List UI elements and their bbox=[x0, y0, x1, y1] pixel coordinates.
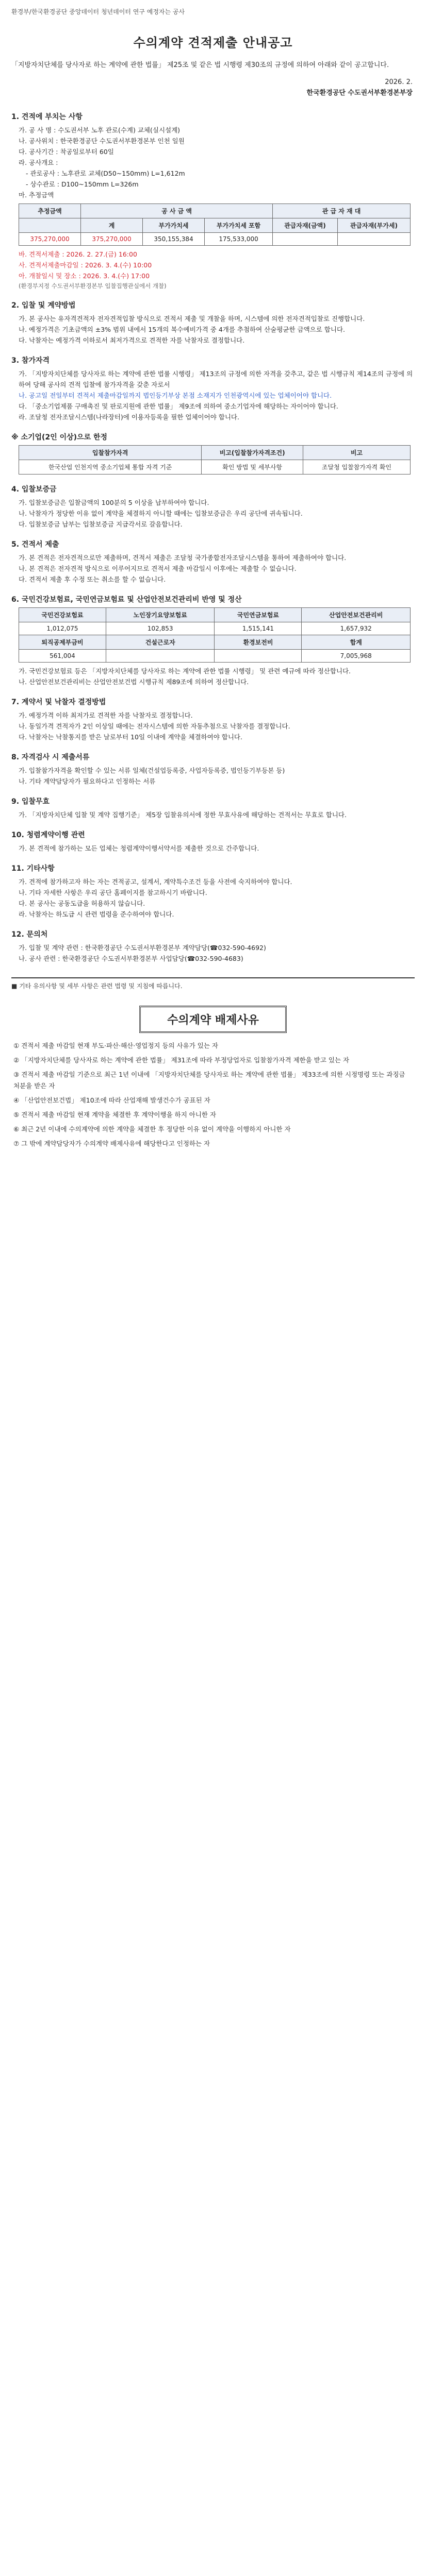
s2-line: 나. 예정가격은 기초금액의 ±3% 범위 내에서 15개의 복수예비가격 중 4개를 추첨하여 산술평균한 금액으로 합니다. bbox=[19, 326, 345, 333]
td: 375,270,000 bbox=[19, 233, 81, 246]
s12-line: 나. 공사 관련 : 한국환경공단 수도권서부환경본부 사업담당(☎032-590-4683) bbox=[19, 955, 243, 962]
notice-item: ④ 「산업안전보건법」 제10조에 따라 산업재해 발생건수가 공표된 자 bbox=[13, 1096, 210, 1104]
section-7-heading: 7. 계약서 및 낙찰자 결정방법 bbox=[11, 698, 106, 706]
footer-note: ■ 기타 유의사항 및 세부 사항은 관련 법령 및 지침에 따릅니다. bbox=[11, 982, 183, 990]
td: 375,270,000 bbox=[81, 233, 143, 246]
section-3-heading: 3. 참가자격 bbox=[11, 357, 50, 365]
section-1 bbox=[0, 111, 426, 291]
th: 관 급 자 재 대 bbox=[273, 204, 411, 218]
section-3 bbox=[0, 355, 426, 422]
s8-line: 가. 입찰참가자격을 확인할 수 있는 서류 일체(건설업등록증, 사업자등록증, 법인등기부등본 등) bbox=[19, 767, 285, 774]
th: 비고(입찰참가자격조건) bbox=[202, 446, 303, 460]
s7-line: 나. 동일가격 견적자가 2인 이상일 때에는 전자시스템에 의한 자동추첨으로 낙찰자를 결정합니다. bbox=[19, 722, 290, 730]
s1-detail: - 상수관로 : D100~150mm L=326m bbox=[26, 180, 139, 188]
s7-line: 다. 낙찰자는 낙찰통지를 받은 날로부터 10일 이내에 계약을 체결하여야 합니다. bbox=[19, 733, 242, 741]
th: 노인장기요양보험료 bbox=[106, 608, 215, 622]
th: 비고 bbox=[303, 446, 410, 460]
notice-item: ① 견적서 제출 마감일 현재 부도·파산·해산·영업정지 등의 사유가 있는 자 bbox=[13, 1042, 218, 1049]
notice-item: ⑥ 최근 2년 이내에 수의계약에 의한 계약을 체결한 후 정당한 이유 없이 계약을 이행하지 아니한 자 bbox=[13, 1125, 291, 1133]
s5-line: 나. 본 견적은 전자견적 방식으로 이루어지므로 견적서 제출 마감일시 이후에는 제출할 수 없습니다. bbox=[19, 565, 297, 572]
s5-line: 가. 본 견적은 전자견적으로만 제출하며, 견적서 제출은 조달청 국가종합전자조달시스템을 통하여 제출하여야 합니다. bbox=[19, 554, 347, 562]
s1-sub: 아. 개찰일시 및 장소 : 2026. 3. 4.(수) 17:00 bbox=[19, 272, 150, 280]
section-10 bbox=[0, 829, 426, 854]
th: 부가가치세 포함 bbox=[205, 218, 273, 233]
th: 퇴직공제부금비 bbox=[19, 635, 106, 650]
s3-line: 가. 「지방자치단체를 당사자로 하는 계약에 관한 법률 시행령」 제13조의 규정에 의한 자격을 갖추고, 같은 법 시행규칙 제14조의 규정에 의하여 당해 공사의 견적 입찰에 참가자격을 갖춘 자로서 bbox=[19, 370, 413, 388]
td bbox=[106, 650, 215, 663]
section-4 bbox=[0, 484, 426, 530]
s10-line: 가. 본 견적에 참가하는 모든 업체는 청렴계약이행서약서를 제출한 것으로 간주합니다. bbox=[19, 844, 259, 852]
section-6-heading: 6. 국민건강보험료, 국민연금보험료 및 산업안전보건관리비 반영 및 정산 bbox=[11, 596, 242, 604]
td: 561,004 bbox=[19, 650, 106, 663]
td bbox=[337, 233, 410, 246]
section-5-heading: 5. 견적서 제출 bbox=[11, 540, 59, 549]
s1-sub: 바. 견적서제출 : 2026. 2. 27.(금) 16:00 bbox=[19, 250, 137, 258]
s1-detail: 마. 추정금액 bbox=[19, 191, 54, 199]
s1-line: 라. 공사개요 : bbox=[19, 159, 58, 166]
td: 102,853 bbox=[106, 622, 215, 635]
s4-line: 다. 입찰보증금 납부는 입찰보증금 지급각서로 갈음합니다. bbox=[19, 520, 183, 528]
s1-line: 가. 공 사 명 : 수도권서부 노후 관로(수계) 교체(실시설계) bbox=[19, 126, 181, 134]
th: 계 bbox=[81, 218, 143, 233]
contract-heading: ※ 소기업(2인 이상)으로 한정 bbox=[11, 433, 108, 442]
section-4-heading: 4. 입찰보증금 bbox=[11, 485, 57, 494]
notice-item: ② 「지방자치단체를 당사자로 하는 계약에 관한 법률」 제31조에 따라 부정당업자로 입찰참가자격 제한을 받고 있는 자 bbox=[13, 1056, 350, 1064]
th: 부가가치세 bbox=[143, 218, 205, 233]
section-9-heading: 9. 입찰무효 bbox=[11, 798, 50, 806]
section-12-heading: 12. 문의처 bbox=[11, 930, 48, 939]
s1-detail: - 관로공사 : 노후관로 교체(D50~150mm) L=1,612m bbox=[26, 170, 185, 177]
lead-text: 「지방자치단체를 당사자로 하는 계약에 관한 법률」 제25조 및 같은 법 시행령 제30조의 규정에 의하여 아래와 같이 공고합니다. bbox=[11, 61, 389, 69]
th: 공 사 금 액 bbox=[81, 204, 273, 218]
th: 관급자재(금액) bbox=[273, 218, 338, 233]
section-2 bbox=[0, 300, 426, 346]
s6-line: 가. 국민건강보험료 등은 「지방자치단체를 당사자로 하는 계약에 관한 법률 시행령」 및 관련 예규에 따라 정산합니다. bbox=[19, 667, 351, 675]
td: 175,533,000 bbox=[205, 233, 273, 246]
section-8 bbox=[0, 752, 426, 787]
page-title: 수의계약 견적제출 안내공고 bbox=[133, 36, 293, 50]
announce-date: 2026. 2. bbox=[385, 78, 413, 86]
notice-title: 수의계약 배제사유 bbox=[139, 1006, 287, 1033]
th bbox=[19, 218, 81, 233]
s11-line: 나. 기타 자세한 사항은 우리 공단 홈페이지를 참고하시기 바랍니다. bbox=[19, 889, 207, 896]
insurance-table bbox=[19, 607, 411, 663]
th: 환경보전비 bbox=[215, 635, 302, 650]
section-6 bbox=[0, 594, 426, 687]
contract-table bbox=[19, 445, 411, 474]
td: 1,012,075 bbox=[19, 622, 106, 635]
section-1-heading: 1. 견적에 부치는 사항 bbox=[11, 113, 83, 121]
th: 추정금액 bbox=[19, 204, 81, 218]
th: 관급자재(부가세) bbox=[337, 218, 410, 233]
td bbox=[215, 650, 302, 663]
s3-line: 나. 공고일 전일부터 견적서 제출마감일까지 법인등기부상 본점 소재지가 인천광역시에 있는 업체이어야 합니다. bbox=[19, 392, 332, 399]
section-7 bbox=[0, 697, 426, 742]
s3-line: 다. 「중소기업제품 구매촉진 및 판로지원에 관한 법률」 제9조에 의하여 중소기업자에 해당하는 자이어야 합니다. bbox=[19, 402, 338, 410]
s1-line: 나. 공사위치 : 한국환경공단 수도권서부환경본부 인천 일원 bbox=[19, 137, 185, 145]
s4-line: 나. 낙찰자가 정당한 이유 없이 계약을 체결하지 아니할 때에는 입찰보증금은 우리 공단에 귀속됩니다. bbox=[19, 510, 303, 517]
td: 1,515,141 bbox=[215, 622, 302, 635]
header-prefix: 환경부/한국환경공단 중앙데이터 청년데이터 연구 예정자는 공사 bbox=[11, 8, 185, 15]
s9-line: 가. 「지방자치단체 입찰 및 계약 집행기준」 제5장 입찰유의서에 정한 무효사유에 해당하는 견적서는 무효로 합니다. bbox=[19, 811, 347, 819]
section-11 bbox=[0, 863, 426, 920]
section-9 bbox=[0, 796, 426, 820]
s7-line: 가. 예정가격 이하 최저가로 견적한 자를 낙찰자로 결정합니다. bbox=[19, 711, 193, 719]
td: 1,657,932 bbox=[302, 622, 411, 635]
th: 건설근로자 bbox=[106, 635, 215, 650]
estimate-table bbox=[19, 204, 411, 246]
s11-line: 가. 견적에 참가하고자 하는 자는 견적공고, 설계서, 계약특수조건 등을 사전에 숙지하여야 합니다. bbox=[19, 878, 292, 886]
notice-item: ⑤ 견적서 제출 마감일 현재 계약을 체결한 후 계약이행을 하지 아니한 자 bbox=[13, 1111, 217, 1118]
section-11-heading: 11. 기타사항 bbox=[11, 865, 55, 873]
page bbox=[0, 0, 426, 1149]
s1-note: (환경부지정 수도권서부환경본부 입찰집행관실에서 개찰) bbox=[19, 282, 167, 290]
s12-line: 가. 입찰 및 계약 관련 : 한국환경공단 수도권서부환경본부 계약담당(☎032-590-4692) bbox=[19, 944, 266, 952]
td bbox=[273, 233, 338, 246]
th: 산업안전보건관리비 bbox=[302, 608, 411, 622]
s11-line: 라. 낙찰자는 하도급 시 관련 법령을 준수하여야 합니다. bbox=[19, 910, 174, 918]
s11-line: 다. 본 공사는 공동도급을 허용하지 않습니다. bbox=[19, 900, 145, 907]
section-12 bbox=[0, 929, 426, 964]
th: 합계 bbox=[302, 635, 411, 650]
td: 350,155,384 bbox=[143, 233, 205, 246]
s1-line: 다. 공사기간 : 착공일로부터 60일 bbox=[19, 148, 114, 156]
s8-line: 나. 기타 계약담당자가 필요하다고 인정하는 서류 bbox=[19, 777, 156, 785]
announce-org: 한국환경공단 수도권서부환경본부장 bbox=[306, 89, 413, 97]
s5-line: 다. 견적서 제출 후 수정 또는 취소를 할 수 없습니다. bbox=[19, 575, 166, 583]
s3-line: 라. 조달청 전자조달시스템(나라장터)에 이용자등록을 필한 업체이어야 합니다. bbox=[19, 413, 239, 421]
notice-body bbox=[0, 1040, 426, 1149]
th: 국민건강보험료 bbox=[19, 608, 106, 622]
th: 국민연금보험료 bbox=[215, 608, 302, 622]
s1-sub: 사. 견적서제출마감일 : 2026. 3. 4.(수) 10:00 bbox=[19, 261, 152, 269]
section-10-heading: 10. 청렴계약이행 관련 bbox=[11, 831, 85, 839]
s6-line: 나. 산업안전보건관리비는 산업안전보건법 시행규칙 제89조에 의하여 정산합니다. bbox=[19, 678, 249, 686]
th: 입찰참가자격 bbox=[19, 446, 202, 460]
contract-condition bbox=[0, 432, 426, 474]
td: 7,005,968 bbox=[302, 650, 411, 663]
s4-line: 가. 입찰보증금은 입찰금액의 100분의 5 이상을 납부하여야 합니다. bbox=[19, 499, 209, 506]
td: 한국산업 인천지역 중소기업체 통합 자격 기준 bbox=[19, 460, 202, 474]
section-2-heading: 2. 입찰 및 계약방법 bbox=[11, 301, 76, 310]
section-5 bbox=[0, 539, 426, 585]
td: 조달청 입찰참가자격 확인 bbox=[303, 460, 410, 474]
td: 확인 방법 및 세부사항 bbox=[202, 460, 303, 474]
s2-line: 다. 낙찰자는 예정가격 이하로서 최저가격으로 견적한 자를 낙찰자로 결정합니다. bbox=[19, 336, 245, 344]
notice-item: ③ 견적서 제출 마감일 기준으로 최근 1년 이내에 「지방자치단체를 당사자로 하는 계약에 관한 법률」 제33조에 의한 시정명령 또는 과징금 처분을 받은 자 bbox=[13, 1071, 405, 1090]
section-8-heading: 8. 자격검사 시 제출서류 bbox=[11, 753, 90, 761]
s2-line: 가. 본 공사는 유자격견적자 전자견적입찰 방식으로 견적서 제출 및 개찰을 하며, 시스템에 의한 전자견적입찰로 진행합니다. bbox=[19, 315, 365, 323]
notice-item: ⑦ 그 밖에 계약담당자가 수의계약 배제사유에 해당한다고 인정하는 자 bbox=[13, 1140, 210, 1147]
